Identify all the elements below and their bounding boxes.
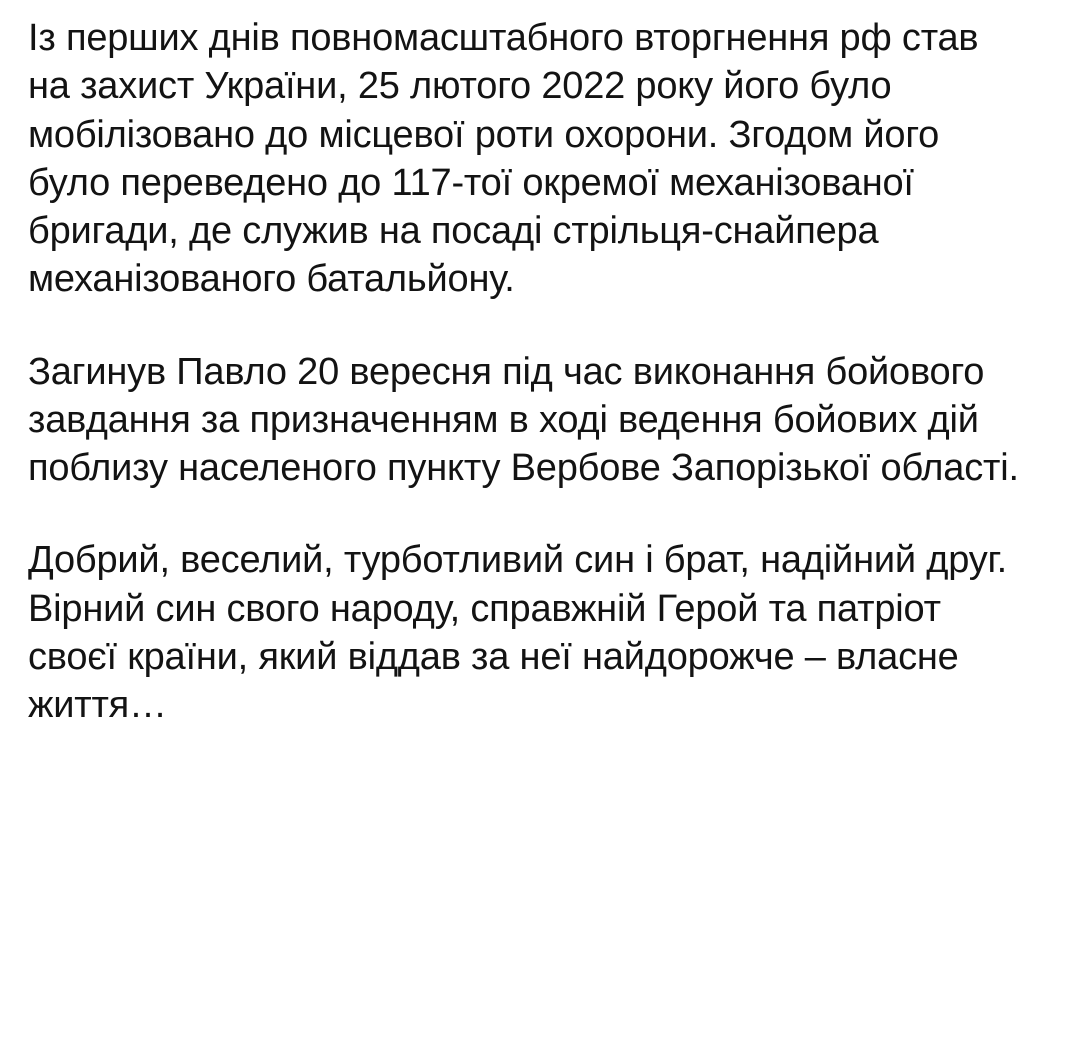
paragraph-death-circumstances: Загинув Павло 20 вересня під час виконання бойового завдання за призначенням в ході ведення бойових дій поблизу населеного пункту Вербове Запорізької області.	[28, 350, 1019, 489]
paragraph-tribute: Добрий, веселий, турботливий син і брат, надійний друг. Вірний син свого народу, справжній Герой та патріот своєї країни, який віддав за неї найдорожче – власне життя…	[28, 539, 1018, 726]
paragraph-service-history: Із перших днів повномасштабного вторгнення рф став на захист України, 25 лютого 2022 року його було мобілізовано до місцевої роти охорони. Згодом його було переведено до 117-тої окремої механізованої бригади, де служив на посаді стрільця-снайпера механізованого батальйону.	[28, 17, 989, 301]
